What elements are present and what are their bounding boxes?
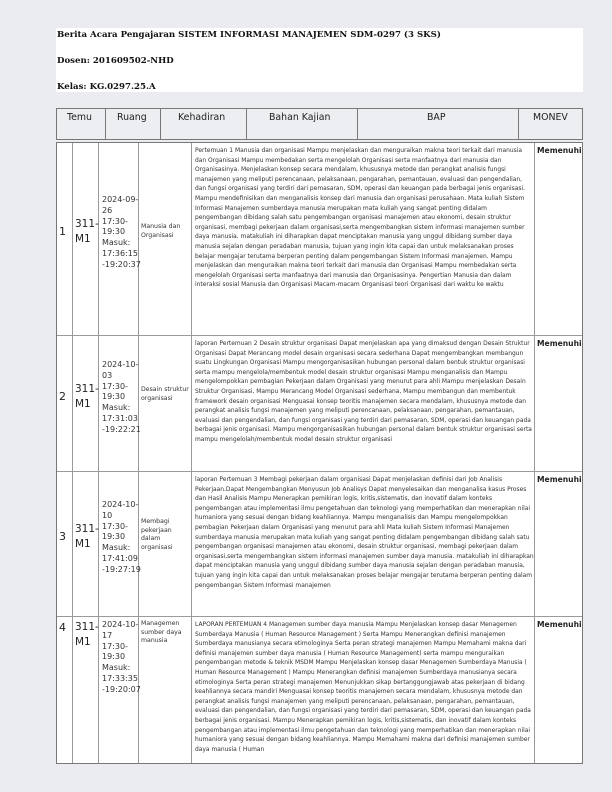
table-row [57, 335, 582, 472]
column-header-monev: MONEV [533, 112, 568, 123]
class-room: 311-M1 [75, 218, 99, 245]
bap-report: LAPORAN PERTEMUAN 4 Managemen sumber daya manusia Mampu Menjelaskan konsep dasar Menagemen Sumberdaya Manusia ( Human Resource Management ) Serta Mampu Menerangkan definisi manajemen Sumberdaya manusianya secara etimologinya Serta peran strategi manajemen Mampu Memahami makna dari definisi manajemen sumber daya manusia ( Human Resource Management) serta mampu menguraikan pengembangan metode & teknik MSDM Mampu Menjelaskan konsep dasar Menagemen Sumberdaya Manusia ( Human Resource Management ) Mampu Menerangkan definisi manajemen Sumberdaya manusianya secara etimologinya Serta peran strategi manajemen Menunjukkan sikap bertanggungjawab atas pekerjaan di bidang keahliannya secara mandiri Menguasai konsep teoritis manajemen secara mendalam, khususnya metode dan perangkat analisis fungsi manajemen yang meliputi perencanaan, pelaksanaan, pengarahan, pemantauan, evaluasi dan pengendalian, dan fungsi organisasi yang terdiri dari pemasaran, SDM, operasi dan keuangan pada berbagai jenis organisasi. Mampu Menerapkan pemikiran logis, kritis,sistematis, dan inovatif dalam konteks pengembangan atau implementasi ilmu pengetahuan dan teknologi yang memperhatikan dan menerapkan nilai humaniora yang sesuai dengan bidang keahliannya. Mampu Memahami makna dari definisi manajemen sumber daya manusia ( Human [195, 621, 531, 753]
bap-report: laporan Pertemuan 2 Desain struktur organisasi Dapat menjelaskan apa yang dimaksud dengan Desain Struktur Organisasi Dapat Merancang model desain organisasi secara sederhana Dapat mengembangkan membangun suatu Lingkungan Organisasi Mampu mengorganisasikan hubungan personal dalam bentuk struktur organisasi serta mampu mengelola/membentuk model desain struktur organisasi Mampu menganalisis dan Mampu mengelompokkan pembagian Pekerjaan dalam Organisasi yang menurut para ahli Mampu menjelaskan Desain Struktur Organisasi, Mampu Merancang Model Organisasi sederhana, Mampu membangun dan membentuk framework desain organisasi Menguasai konsep teoritis manajemen secara mendalam, khususnya metode dan perangkat analisis fungsi manajemen yang meliputi perencanaan, pelaksanaan, pengarahan, pemantauan, evaluasi dan pengendalian, dan fungsi organisasi yang terdiri dari pemasaran, SDM, operasi dan keuangan pada berbagai jenis organisasi. Mampu mengorganisasikan hubungan personal dalam bentuk struktur organisasi serta mampu mengelolah/membentuk model desain struktur organisasi [195, 340, 532, 443]
bap-report: laporan Pertemuan 3 Membagi pekerjaan dalam organisasi Dapat menjelaskan definisi dari Job Analisis Pekerjaan.Dapat Mengembangkan Menyusun Job Analisys Dapat menyelesaikan dan menganalisa kasus Proses dan Hasil Analisis Mampu Menerapkan pemikiran logis, kritis,sistematis, dan inovatif dalam konteks pengembangan atau implementasi ilmu pengetahuan dan teknologi yang memperhatikan dan menerapkan nilai humaniora yang sesuai dengan bidang keahliannya. Mampu menganalisis dan Mampu mengelompokkan pembagian Pekerjaan dalam Organisasi yang menurut para ahli Mata kuliah Sistem Informasi Manajemen sumberdaya manusia merupakan mata kuliah yang sangat penting didalam pengembangan dibidang salah satu pengembangan organisasi manajemen atau ekonomi, desain struktur organisasi, membagi pekerjaan dalam organisasi,serta mengembangkan sistem informasi manajemen sumber daya manusia. matakuliah ini diharapkan dapat menciptakan manusia yang unggul dibidang sumber daya manusia sejalan dengan peradaban manusia, tujuan yang ingin kita capai dan untuk melaksanakan proses belajar mengajar terutama berperan penting dalam pengembangan Sistem Informasi manajemen [195, 476, 534, 589]
course-title: Berita Acara Pengajaran SISTEM INFORMASI MANAJEMEN SDM-0297 (3 SKS) [57, 30, 441, 40]
bap-table [56, 142, 583, 764]
study-topic: Membagi pekerjaan dalam organisasi [141, 518, 173, 551]
monev-status: Memenuhi [537, 339, 582, 348]
column-header-bap: BAP [358, 109, 519, 139]
attendance-time: 2024-10-03 17:30-19:30 Masuk: 17:31:03 -19:22:21 [102, 360, 141, 434]
attendance-time: 2024-10-17 17:30-19:30 Masuk: 17:33:35 -19:20:07 [102, 620, 141, 694]
column-header-kehadiran: Kehadiran [161, 109, 247, 139]
class-code: Kelas: KG.0297.25.A [57, 82, 156, 92]
attendance-time: 2024-09-26 17:30-19:30 Masuk: 17:36:15 -19:20:37 [102, 195, 141, 269]
column-header-bahan-kajian: Bahan Kajian [247, 109, 358, 139]
study-topic: Managemen sumber daya manusia [141, 620, 182, 645]
meeting-number: 3 [59, 530, 66, 543]
lecturer-id: Dosen: 201609502-NHD [57, 56, 174, 66]
attendance-time: 2024-10-10 17:30-19:30 Masuk: 17:41:09 -19:27:19 [102, 500, 141, 574]
meeting-number: 2 [59, 390, 66, 403]
meeting-number: 4 [59, 621, 66, 634]
document-header [56, 28, 583, 92]
class-room: 311-M1 [75, 621, 99, 648]
class-room: 311-M1 [75, 523, 99, 550]
class-room: 311-M1 [75, 383, 99, 410]
monev-status: Memenuhi [537, 620, 582, 629]
table-header [56, 108, 583, 140]
table-row [57, 471, 582, 617]
table-row [57, 143, 582, 335]
table-row [57, 616, 582, 764]
study-topic: Manusia dan Organisasi [141, 223, 181, 239]
column-header-temu: Temu [57, 109, 106, 139]
monev-status: Memenuhi [537, 475, 582, 484]
monev-status: Memenuhi [537, 146, 582, 155]
meeting-number: 1 [59, 225, 66, 238]
column-header-ruang: Ruang [106, 109, 161, 139]
study-topic: Desain struktur organisasi [141, 386, 189, 402]
bap-report: Pertemuan 1 Manusia dan organisasi Mampu menjelaskan dan menguraikan makna teori terkait dari manusia dan Organisasi Mampu membedakan serta mengelolah Organisasi serta manfaatnya dari manusia dan Organisasinya. Menjelaskan konsep secara mendalam, khususnya metode dan perangkat analisis fungsi manajemen yang meliputi perencanaan, pelaksanaan, pengarahan, pemantauan, evaluasi dan pengendalian, dan fungsi organisasi yang terdiri dari pemasaran, SDM, operasi dan keuangan pada berbagai jenis organisasi. Mampu mendefinisikan dan menganalisis konsep dari manusia dan organisasi perusahaan. Mata kuliah Sistem Informasi Manajemen sumberdaya manusia merupakan mata kuliah yang sangat penting didalam pengembangan dibidang salah satu pengembangan organisasi manajemen atau ekonomi, desain struktur organisasi, membagi pekerjaan dalam organisasi,serta mengembangkan sistem informasi manajemen sumber daya manusia. matakuliah ini diharapkan dapat menciptakan manusia yang unggul dibidang sumber daya manusia sejalan dengan peradaban manusia, tujuan yang ingin kita capai dan untuk melaksanakan proses belajar mengajar terutama berperan penting dalam pengembangan Sistem Informasi manajemen. Mampu menjelaskan dan menguraikan makna teori terkait dari manusia dan Organisasi Mampu membedakan serta mengelolah Organisasi serta manfaatnya dari manusia dan Organisasinya. Pengertian Manusia dan dalam interaksi sosial Manusia dan Organisasi Macam-macam Organisasi teori Organisasi dari waktu ke waktu [195, 147, 526, 289]
